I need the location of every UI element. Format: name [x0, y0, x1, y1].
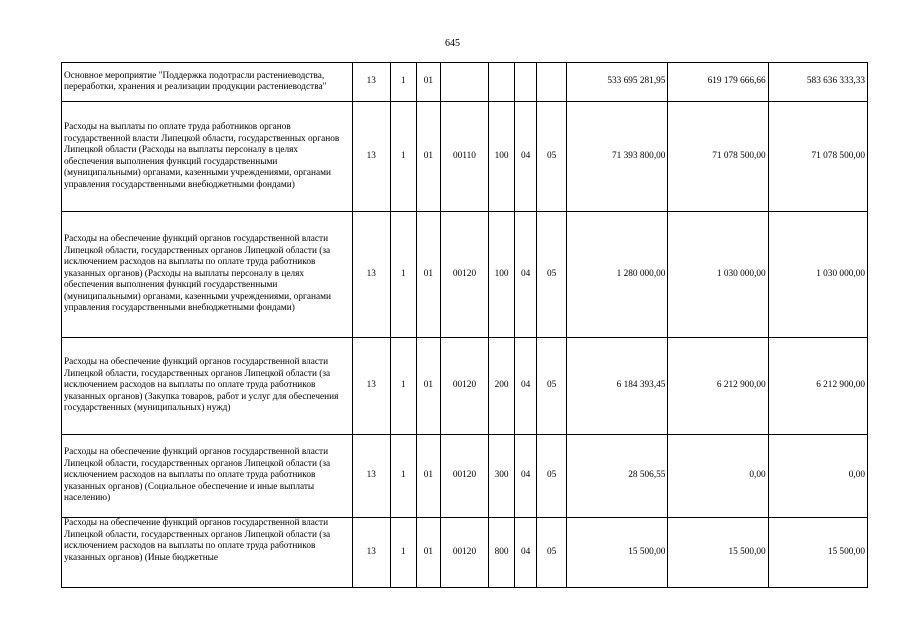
- cell-value-3: 71 078 500,00: [768, 102, 867, 212]
- cell-code-6: 04: [515, 338, 537, 435]
- page-number: 645: [445, 38, 460, 49]
- cell-code-4: [440, 63, 488, 102]
- table-row: [62, 435, 868, 518]
- cell-value-2: 619 179 666,66: [668, 63, 768, 102]
- cell-value-1: 6 184 393,45: [567, 338, 668, 435]
- cell-value-1: 533 695 281,95: [567, 63, 668, 102]
- cell-code-4: 00120: [440, 338, 488, 435]
- cell-code-1: 13: [352, 518, 390, 588]
- cell-value-2: 6 212 900,00: [668, 338, 768, 435]
- cell-value-3: 15 500,00: [768, 518, 867, 588]
- cell-code-2: 1: [390, 518, 416, 588]
- table-row: [62, 102, 868, 212]
- cell-code-4: 00120: [440, 518, 488, 588]
- cell-code-7: 05: [537, 518, 567, 588]
- cell-code-3: 01: [416, 435, 440, 518]
- cell-code-4: 00120: [440, 212, 488, 338]
- cell-code-2: 1: [390, 212, 416, 338]
- row-name: Расходы на обеспечение функций органов государственной власти Липецкой области, государственных органов Липецкой области (за исключением расходов на выплаты по оплате труда работников указанных органов) (Социальное обеспечение и иные выплаты населению): [62, 435, 353, 518]
- row-name: Расходы на выплаты по оплате труда работников органов государственной власти Липецкой области, государственных органов Липецкой области (Расходы на выплаты персоналу в целях обеспечения выполнения функций государственными (муниципальными) органами, казенными учреждениями, органами управления государственными внебюджетными фондами): [62, 102, 353, 212]
- cell-code-3: 01: [416, 212, 440, 338]
- cell-code-1: 13: [352, 338, 390, 435]
- cell-code-7: 05: [537, 212, 567, 338]
- cell-code-3: 01: [416, 338, 440, 435]
- row-name: Расходы на обеспечение функций органов государственной власти Липецкой области, государственных органов Липецкой области (за исключением расходов на выплаты по оплате труда работников указанных органов) (Иные бюджетные: [64, 518, 331, 563]
- cell-code-7: 05: [537, 435, 567, 518]
- cell-code-5: 100: [489, 102, 515, 212]
- cell-value-1: 15 500,00: [567, 518, 668, 588]
- cell-code-3: 01: [416, 63, 440, 102]
- cell-code-4: 00110: [440, 102, 488, 212]
- row-name: Расходы на обеспечение функций органов государственной власти Липецкой области, государственных органов Липецкой области (за исключением расходов на выплаты по оплате труда работников указанных органов) (Закупка товаров, работ и услуг для обеспечения государственных (муниципальных) нужд): [62, 338, 353, 435]
- cell-code-6: 04: [515, 102, 537, 212]
- budget-table: [61, 62, 868, 588]
- row-name-cell: [62, 518, 353, 588]
- cell-value-2: 15 500,00: [668, 518, 768, 588]
- cell-code-6: 04: [515, 518, 537, 588]
- cell-code-5: 200: [489, 338, 515, 435]
- cell-code-1: 13: [352, 63, 390, 102]
- cell-code-5: 100: [489, 212, 515, 338]
- cell-code-2: 1: [390, 102, 416, 212]
- table-row: [62, 63, 868, 102]
- cell-code-7: 05: [537, 102, 567, 212]
- cell-code-5: [489, 63, 515, 102]
- table-row: [62, 212, 868, 338]
- cell-code-6: 04: [515, 435, 537, 518]
- cell-code-2: 1: [390, 435, 416, 518]
- cell-code-2: 1: [390, 338, 416, 435]
- cell-code-5: 800: [489, 518, 515, 588]
- cell-value-3: 583 636 333,33: [768, 63, 867, 102]
- cell-code-3: 01: [416, 518, 440, 588]
- cell-code-4: 00120: [440, 435, 488, 518]
- cell-value-1: 71 393 800,00: [567, 102, 668, 212]
- cell-value-3: 0,00: [768, 435, 867, 518]
- cell-code-7: 05: [537, 338, 567, 435]
- cell-value-2: 1 030 000,00: [668, 212, 768, 338]
- cell-value-2: 71 078 500,00: [668, 102, 768, 212]
- cell-code-1: 13: [352, 435, 390, 518]
- table-row: [62, 518, 868, 588]
- cell-code-5: 300: [489, 435, 515, 518]
- cell-value-2: 0,00: [668, 435, 768, 518]
- table-row: [62, 338, 868, 435]
- cell-code-1: 13: [352, 102, 390, 212]
- row-name: Основное мероприятие "Поддержка подотрасли растениеводства, переработки, хранения и реализации продукции растениеводства": [62, 63, 353, 102]
- cell-code-3: 01: [416, 102, 440, 212]
- cell-code-6: 04: [515, 212, 537, 338]
- cell-code-2: 1: [390, 63, 416, 102]
- row-name: Расходы на обеспечение функций органов государственной власти Липецкой области, государственных органов Липецкой области (за исключением расходов на выплаты по оплате труда работников указанных органов) (Расходы на выплаты персоналу в целях обеспечения выполнения функций государственными (муниципальными) органами, казенными учреждениями, органами управления государственными внебюджетными фондами): [62, 212, 353, 338]
- cell-code-1: 13: [352, 212, 390, 338]
- cell-value-1: 1 280 000,00: [567, 212, 668, 338]
- cell-code-6: [515, 63, 537, 102]
- cell-value-3: 1 030 000,00: [768, 212, 867, 338]
- cell-code-7: [537, 63, 567, 102]
- cell-value-1: 28 506,55: [567, 435, 668, 518]
- cell-value-3: 6 212 900,00: [768, 338, 867, 435]
